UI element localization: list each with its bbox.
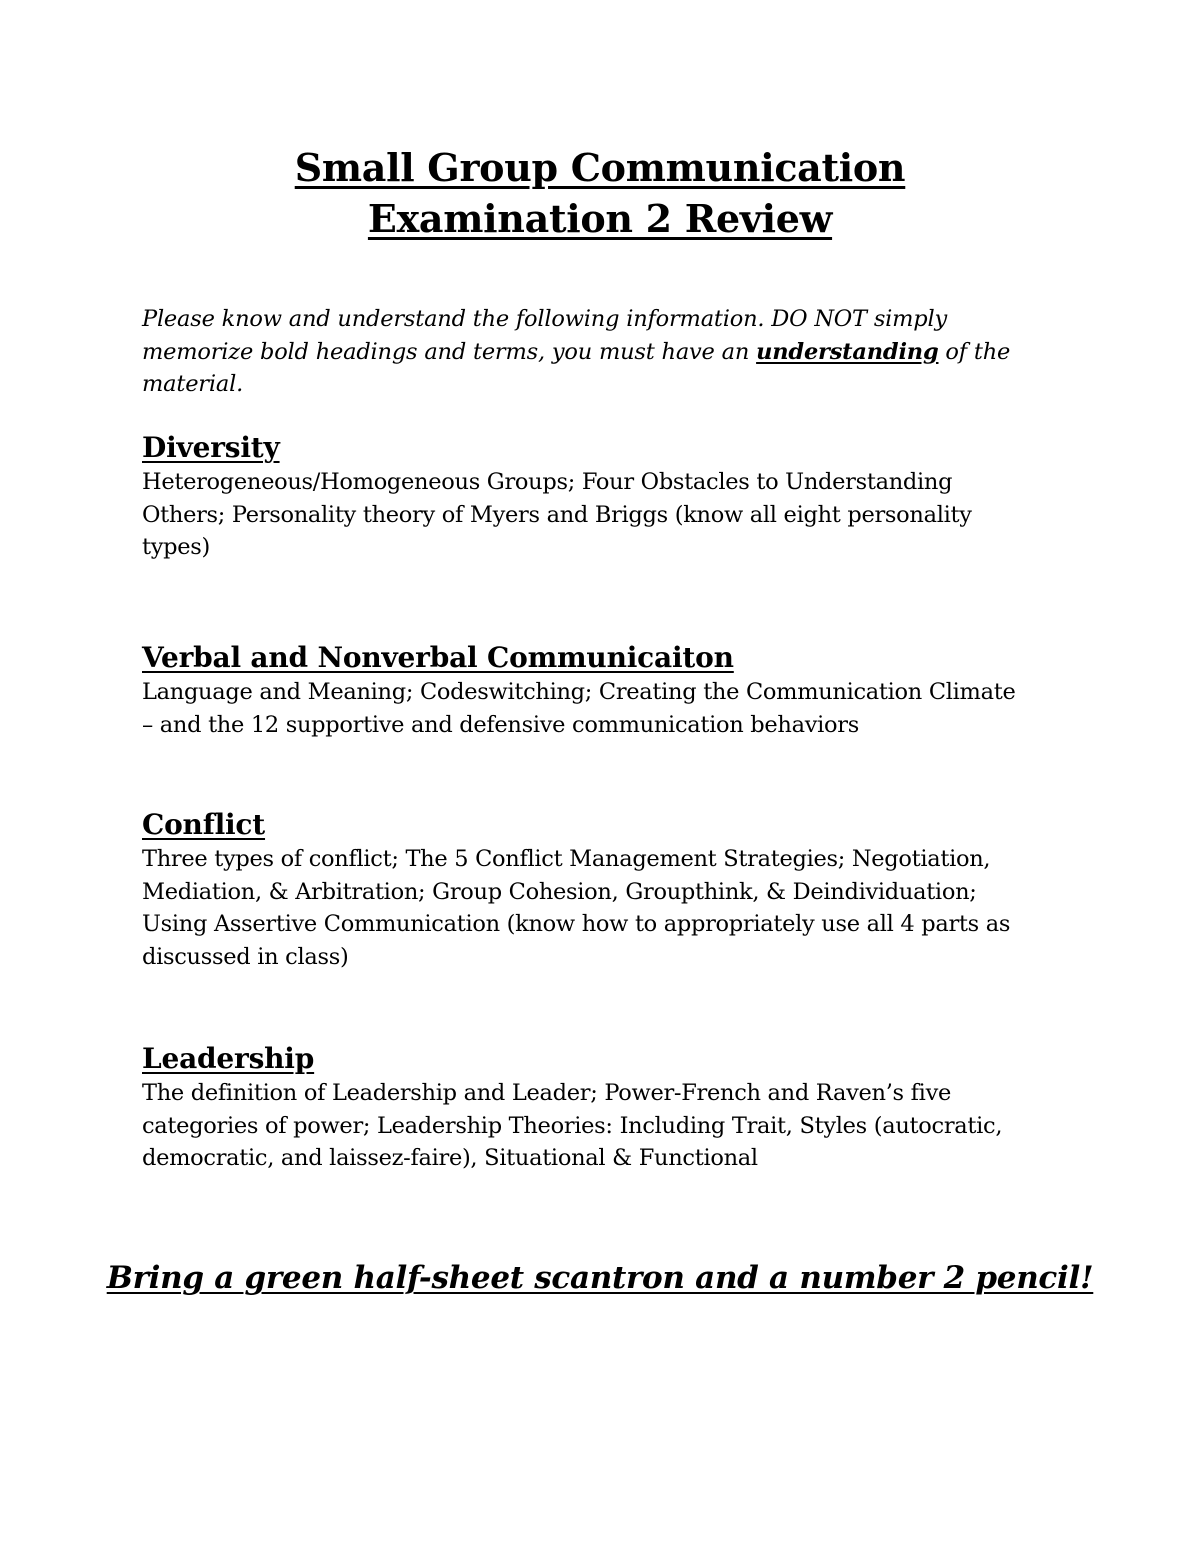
section-line: democratic, and laissez-faire), Situational & Functional xyxy=(142,1145,758,1171)
section-heading: Diversity xyxy=(142,431,280,464)
section-line: types) xyxy=(142,534,210,560)
section-line: discussed in class) xyxy=(142,943,349,970)
section-line: Heterogeneous/Homogeneous Groups; Four Obstacles to Understanding xyxy=(142,469,953,495)
section-heading: Conflict xyxy=(142,808,266,841)
section-line: Using Assertive Communication (know how to appropriately use all 4 parts as xyxy=(142,911,1011,937)
page-subtitle: Examination 2 Review xyxy=(367,196,833,241)
page-title: Small Group Communication xyxy=(294,145,906,190)
section-line: The definition of Leadership and Leader; Power-French and Raven’s five xyxy=(142,1080,951,1106)
section-line: – and the 12 supportive and defensive communication behaviors xyxy=(142,711,859,738)
section-diversity xyxy=(142,430,1062,564)
intro-emphasis: understanding xyxy=(756,338,939,365)
section-heading: Verbal and Nonverbal Communicaiton xyxy=(142,641,734,674)
section-line: Others; Personality theory of Myers and Briggs (know all eight personality xyxy=(142,501,972,528)
section-verbal-nonverbal xyxy=(142,640,1062,741)
section-conflict xyxy=(142,807,1062,973)
section-body xyxy=(142,676,1062,741)
section-heading: Leadership xyxy=(142,1042,315,1075)
section-line: categories of power; Leadership Theories: Including Trait, Styles (autocratic, xyxy=(142,1112,1003,1139)
section-body xyxy=(142,843,1062,973)
section-body xyxy=(142,1077,1062,1175)
intro-line xyxy=(142,336,1042,369)
intro-paragraph xyxy=(142,303,1042,401)
section-line: Mediation, & Arbitration; Group Cohesion, Groupthink, & Deindividuation; xyxy=(142,878,977,905)
section-line: Language and Meaning; Codeswitching; Creating the Communication Climate xyxy=(142,679,1016,705)
section-body xyxy=(142,466,1062,564)
intro-text: memorize bold headings and terms, you must have an xyxy=(142,338,757,365)
footer-reminder: Bring a green half-sheet scantron and a number 2 pencil! xyxy=(106,1260,1094,1296)
section-leadership xyxy=(142,1041,1062,1175)
intro-text: of the xyxy=(938,338,1011,365)
section-line: Three types of conflict; The 5 Conflict Management Strategies; Negotiation, xyxy=(142,846,991,872)
intro-line: Please know and understand the following information. DO NOT simply xyxy=(142,306,948,332)
intro-line: material. xyxy=(142,371,244,397)
